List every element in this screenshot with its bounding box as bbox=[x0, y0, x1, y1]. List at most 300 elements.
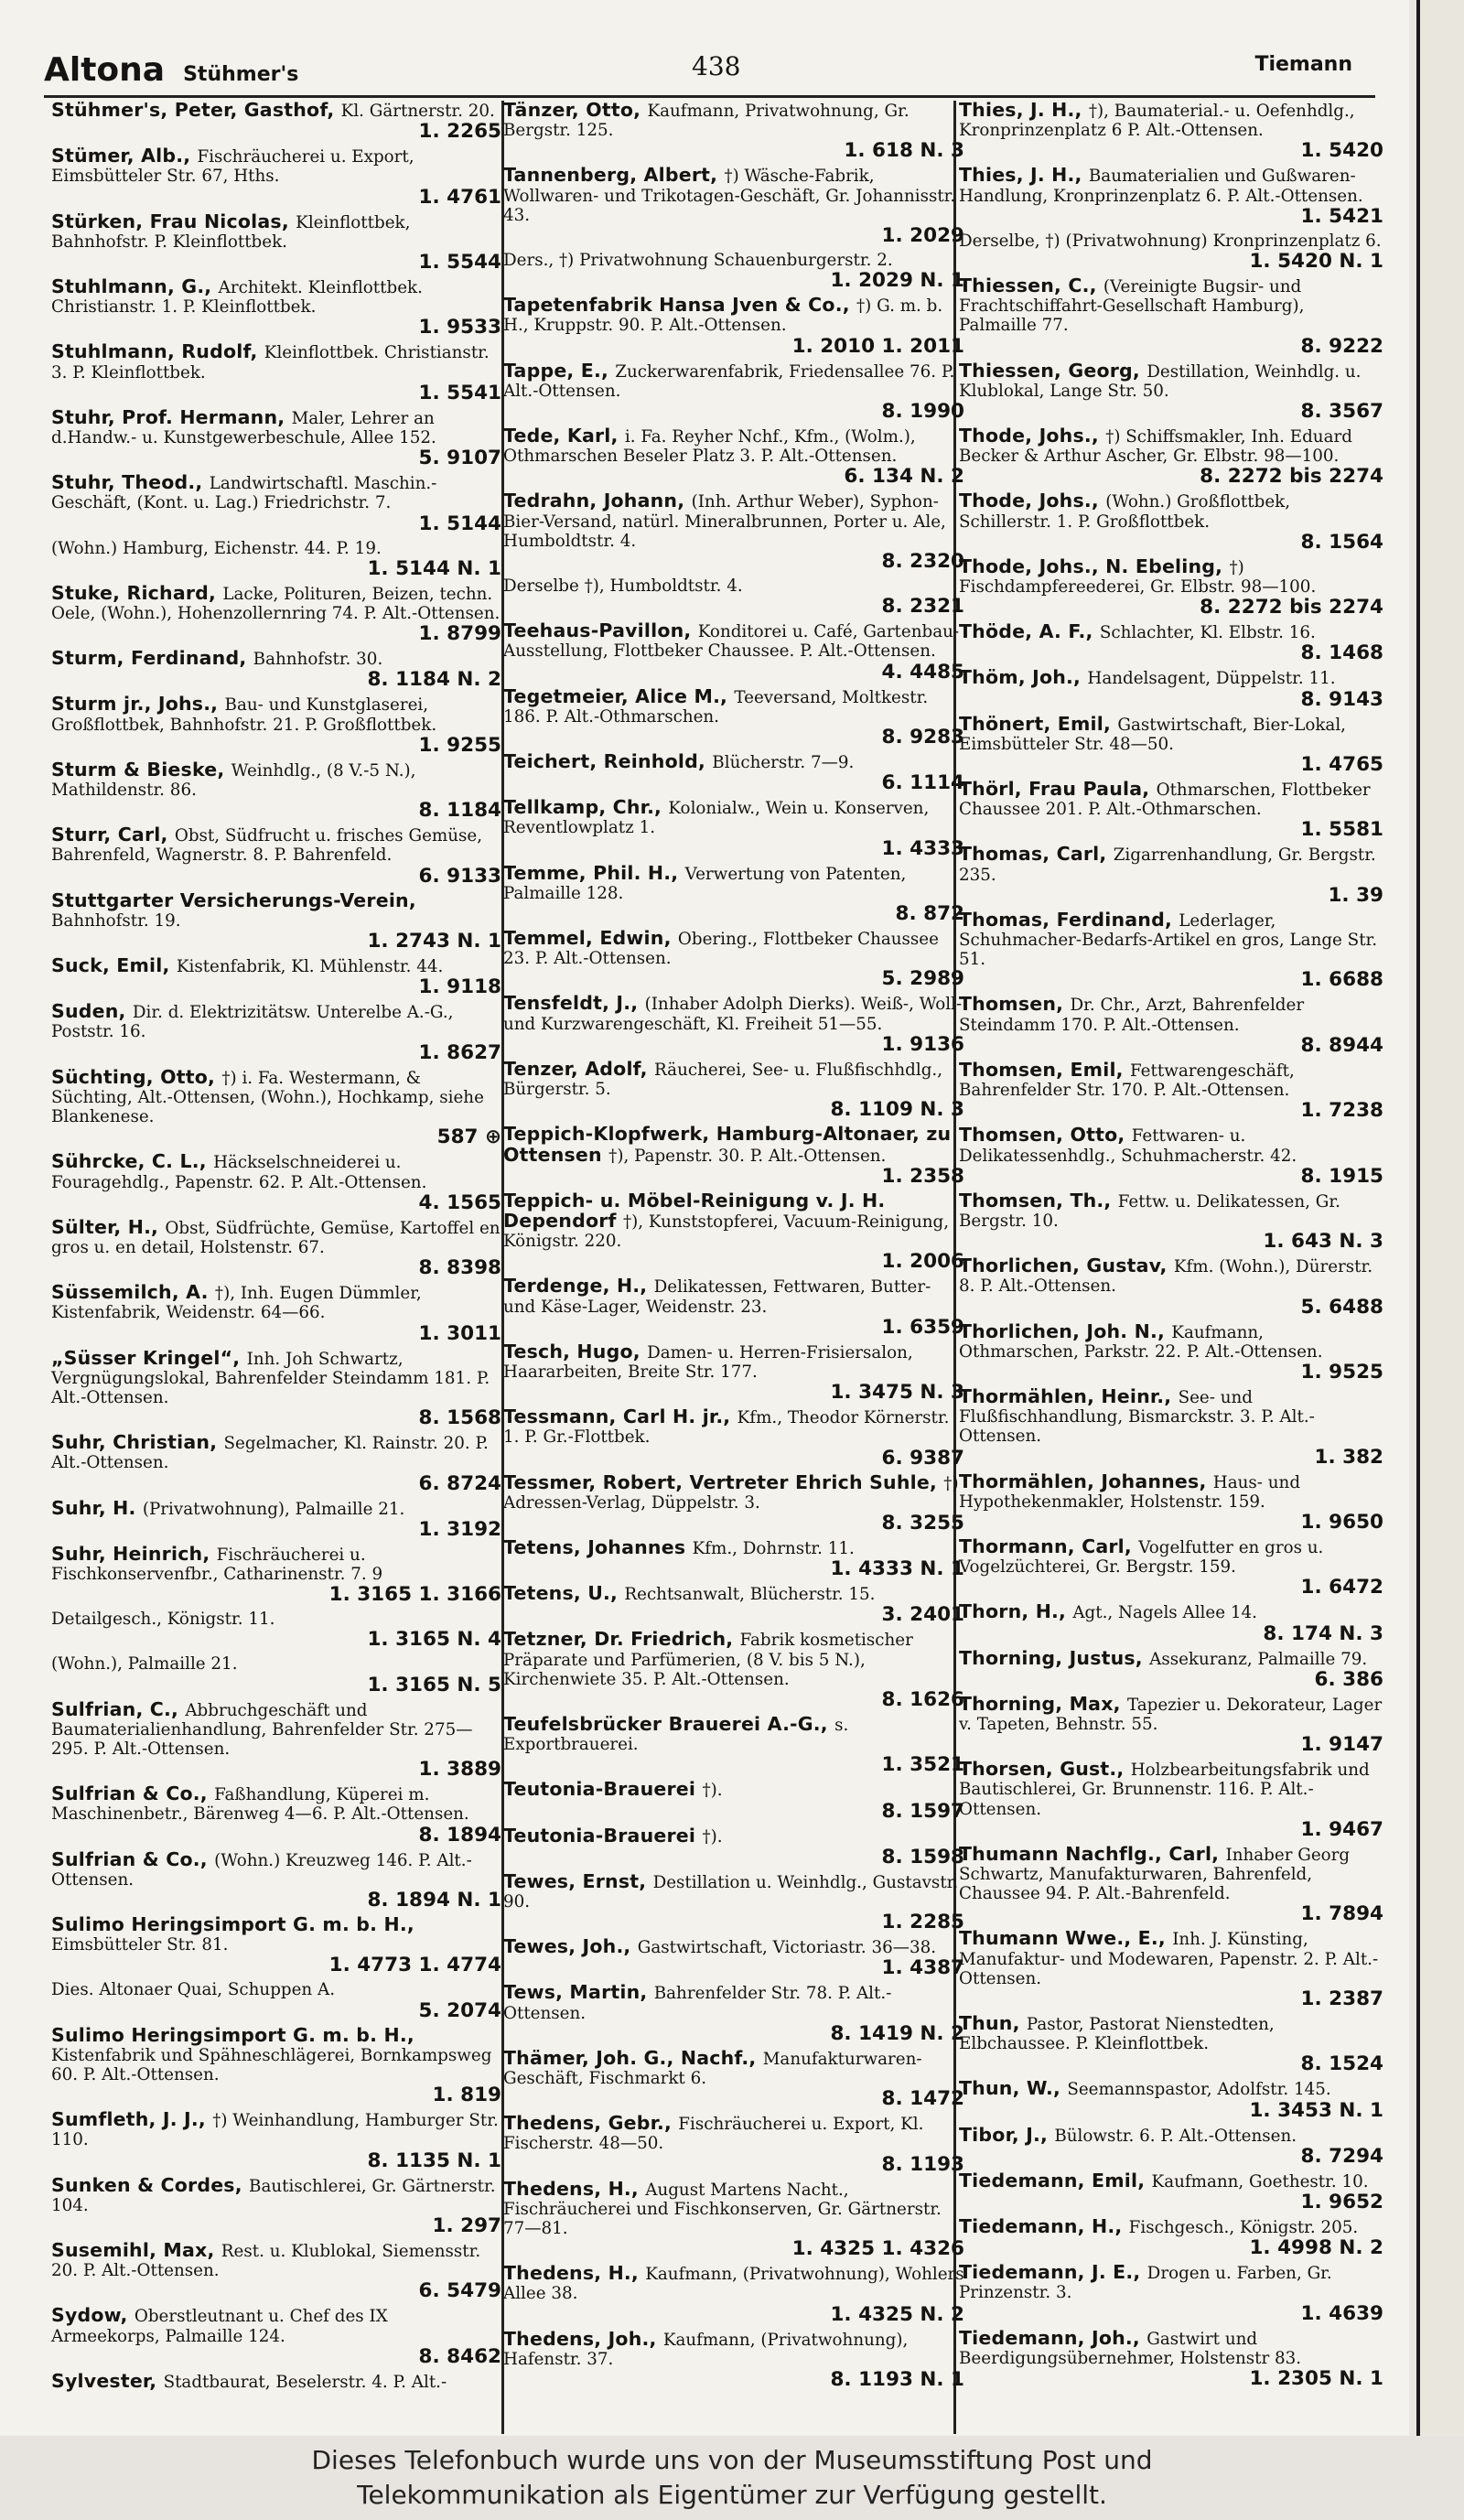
entry-details: (Wohn.) Kreuzweg 146. P. Alt.-Ottensen. bbox=[51, 1850, 472, 1890]
directory-entry bbox=[49, 1700, 503, 1782]
entry-name: Thedens, H., bbox=[503, 2179, 646, 2200]
entry-details: Fettwaren- u. Delikatessenhdlg., Schuhmacherstr. 42. bbox=[959, 1126, 1297, 1166]
entry-phone-number: 587 ⊕ bbox=[436, 1125, 501, 1149]
entry-phone-number: 1. 5421 bbox=[1300, 204, 1383, 228]
entry-name: Thorlichen, Joh. N., bbox=[959, 1321, 1172, 1342]
entry-details: Kaufmann, Privatwohnung, Gr. Bergstr. 125. bbox=[503, 102, 910, 141]
directory-entry bbox=[501, 798, 966, 859]
entry-phone-number: 5. 2989 bbox=[881, 967, 964, 991]
entry-name: Thun, bbox=[959, 2013, 1027, 2034]
entry-details: †), Baumaterial.- u. Oefenhdlg., Kronprinzenplatz 6 P. Alt.-Ottensen. bbox=[959, 102, 1355, 141]
directory-entry bbox=[49, 2110, 503, 2171]
entry-details: Abbruchgeschäft und Baumaterialienhandlung, Bahrenfelder Str. 275—295. P. Alt.-Ottensen. bbox=[51, 1700, 473, 1759]
entry-name: Tetzner, Dr. Friedrich, bbox=[503, 1630, 740, 1651]
entry-details: (Inh. Arthur Weber), Syphon-Bier-Versand, natürl. Mineralbrunnen, Porter u. Ale, Humboldtstr. 4. bbox=[503, 492, 946, 551]
entry-phone-number: 1. 9650 bbox=[1300, 1510, 1383, 1534]
entry-details: Kl. Gärtnerstr. 20. bbox=[340, 102, 495, 121]
directory-entry bbox=[501, 994, 966, 1055]
header-rule bbox=[44, 95, 1375, 98]
entry-phone-number: 1. 2029 N. 1 bbox=[830, 269, 964, 293]
entry-phone-number: 1. 382 bbox=[1314, 1445, 1383, 1469]
entry-details: †) G. m. b. H., Kruppstr. 90. P. Alt.-Ottensen. bbox=[503, 296, 943, 336]
entry-details: †) i. Fa. Westermann, & Süchting, Alt.-Ottensen, (Wohn.), Hochkamp, siehe Blankenese. bbox=[51, 1068, 484, 1127]
directory-entry bbox=[501, 1826, 966, 1868]
entry-name: Sülter, H., bbox=[51, 1217, 166, 1238]
entry-name: Thämer, Joh. G., Nachf., bbox=[503, 2048, 763, 2069]
directory-entry bbox=[49, 1545, 503, 1606]
entry-details: †) Schiffsmakler, Inh. Eduard Becker & Arthur Ascher, Gr. Elbstr. 98—100. bbox=[959, 427, 1352, 467]
directory-entry bbox=[501, 296, 966, 357]
entry-phone-number: 1. 9525 bbox=[1300, 1360, 1383, 1384]
entry-name: Thönert, Emil, bbox=[959, 714, 1118, 735]
entry-phone-number: 1. 2358 bbox=[881, 1164, 964, 1188]
directory-entry bbox=[957, 1845, 1385, 1926]
entry-name: „Süsser Kringel“, bbox=[51, 1348, 247, 1369]
directory-entry bbox=[49, 2306, 503, 2367]
entry-name: Tiedemann, Emil, bbox=[959, 2170, 1152, 2192]
entry-phone-number: 6. 5479 bbox=[418, 2279, 501, 2303]
entry-name: Sulfrian & Co., bbox=[51, 1784, 215, 1805]
directory-entry bbox=[501, 864, 966, 925]
entry-phone-number: 1. 2006 bbox=[881, 1250, 964, 1274]
directory-entry bbox=[49, 1002, 503, 1063]
entry-name: Thorning, Max, bbox=[959, 1694, 1127, 1715]
entry-details: Schlachter, Kl. Elbstr. 16. bbox=[1099, 623, 1316, 643]
entry-name: Sulimo Heringsimport G. m. b. H., bbox=[51, 2025, 414, 2046]
entry-phone-number: 8. 2272 bis 2274 bbox=[1200, 465, 1383, 489]
entry-name: Tenzer, Adolf, bbox=[503, 1059, 654, 1080]
entry-details: Bahnhofstr. 30. bbox=[253, 650, 383, 670]
entry-name: Thorning, Justus, bbox=[959, 1648, 1150, 1669]
entry-name: Thörl, Frau Paula, bbox=[959, 780, 1157, 801]
entry-details: †) Weinhandlung, Hamburger Str. 110. bbox=[51, 2111, 499, 2150]
directory-entry bbox=[957, 2126, 1385, 2168]
entry-name: Thedens, Gebr., bbox=[503, 2114, 679, 2135]
header-last-entry: Tiemann bbox=[1254, 53, 1352, 76]
directory-entry bbox=[957, 2014, 1385, 2075]
directory-entry bbox=[957, 232, 1385, 273]
entry-details: Gastwirtschaft, Victoriastr. 36—38. bbox=[637, 1938, 937, 1958]
entry-phone-number: 1. 618 N. 3 bbox=[844, 139, 964, 163]
entry-details: Lederlager, Schuhmacher-Bedarfs-Artikel en gros, Lange Str. 51. bbox=[959, 910, 1378, 970]
entry-name: Süssemilch, A. bbox=[51, 1283, 215, 1304]
entry-details: Obst, Südfrüchte, Gemüse, Kartoffel en gros u. en detail, Holstenstr. 67. bbox=[51, 1218, 501, 1257]
entry-details: Holzbearbeitungsfabrik und Bautischlerei, Gr. Brunnenstr. 116. P. Alt.-Ottensen. bbox=[959, 1761, 1370, 1819]
directory-entry bbox=[957, 1537, 1385, 1599]
entry-name: Teichert, Reinhold, bbox=[503, 752, 713, 773]
entry-name: Tewes, Joh., bbox=[503, 1937, 638, 1958]
entry-name: Stümer, Alb., bbox=[51, 146, 198, 167]
entry-name: Sunken & Cordes, bbox=[51, 2175, 250, 2196]
entry-details: Häckselschneiderei u. Fouragehdlg., Papenstr. 62. P. Alt.-Ottensen. bbox=[51, 1153, 427, 1192]
entry-phone-number: 1. 3453 N. 1 bbox=[1249, 2098, 1383, 2122]
directory-entry bbox=[957, 2263, 1385, 2324]
entry-phone-number: 1. 5144 N. 1 bbox=[367, 556, 501, 580]
entry-details: Fettwarengeschäft, Bahrenfelder Str. 170. P. Alt.-Ottensen. bbox=[959, 1061, 1295, 1101]
entry-phone-number: 8. 2272 bis 2274 bbox=[1200, 596, 1383, 619]
entry-details: Kaufmann, Goethestr. 10. bbox=[1151, 2171, 1369, 2192]
directory-entry bbox=[501, 101, 966, 162]
entry-name: Tibor, J., bbox=[959, 2125, 1055, 2146]
directory-entry bbox=[49, 212, 503, 274]
entry-phone-number: 1. 4998 N. 2 bbox=[1249, 2236, 1383, 2260]
directory-entry bbox=[49, 408, 503, 469]
entry-phone-number: 1. 2010 1. 2011 bbox=[791, 334, 964, 358]
entry-details: Seemannspastor, Adolfstr. 145. bbox=[1067, 2080, 1331, 2100]
directory-entry bbox=[49, 1850, 503, 1912]
entry-phone-number: 8. 1894 N. 1 bbox=[367, 1888, 501, 1912]
entry-details: August Martens Nacht., Fischräucherei und Fischkonserven, Gr. Gärtnerstr. 77—81. bbox=[503, 2180, 942, 2238]
entry-details: Blücherstr. 7—9. bbox=[712, 753, 855, 773]
entry-details: Delikatessen, Fettwaren, Butter- und Käse-Lager, Weidenstr. 23. bbox=[503, 1277, 931, 1317]
entry-details: Weinhdlg., (8 V.-5 N.), Mathildenstr. 86. bbox=[51, 760, 416, 801]
directory-entry bbox=[501, 2049, 966, 2110]
entry-phone-number: 8. 1109 N. 3 bbox=[830, 1098, 964, 1122]
entry-phone-number: 1. 5581 bbox=[1300, 818, 1383, 842]
entry-phone-number: 1. 643 N. 3 bbox=[1263, 1230, 1383, 1254]
entry-details: Handelsagent, Düppelstr. 11. bbox=[1087, 669, 1336, 689]
entry-details: See- und Flußfischhandlung, Bismarckstr. 3. P. Alt.-Ottensen. bbox=[959, 1387, 1315, 1447]
directory-entry bbox=[49, 1068, 503, 1149]
entry-details: Kaufmann, (Privatwohnung), Wohlers Allee 38. bbox=[503, 2265, 964, 2304]
entry-details: Rechtsanwalt, Blücherstr. 15. bbox=[624, 1585, 876, 1605]
entry-details: Faßhandlung, Küperei m. Maschinenbetr., Bärenweg 4—6. P. Alt.-Ottensen. bbox=[51, 1785, 469, 1825]
entry-details: Bahnhofstr. 19. bbox=[51, 910, 181, 931]
entry-phone-number: 6. 134 N. 2 bbox=[844, 465, 964, 489]
entry-phone-number: 8. 1568 bbox=[418, 1406, 501, 1430]
entry-name: Sumfleth, J. J., bbox=[51, 2110, 213, 2131]
entry-phone-number: 1. 9118 bbox=[418, 975, 501, 999]
directory-entry bbox=[49, 1915, 503, 1976]
entry-phone-number: 8. 9283 bbox=[881, 726, 964, 749]
entry-name: Thiessen, C., bbox=[959, 276, 1103, 297]
entry-phone-number: 8. 8462 bbox=[418, 2344, 501, 2368]
entry-details: Räucherei, See- u. Flußfischhdlg., Bürgerstr. 5. bbox=[503, 1060, 943, 1100]
entry-phone-number: 1. 3165 N. 5 bbox=[367, 1673, 501, 1696]
directory-entry bbox=[957, 780, 1385, 841]
entry-phone-number: 1. 2387 bbox=[1300, 1987, 1383, 2010]
directory-entry bbox=[501, 2180, 966, 2261]
entry-phone-number: 8. 174 N. 3 bbox=[1263, 1621, 1383, 1645]
directory-entry bbox=[501, 491, 966, 573]
directory-entry bbox=[49, 956, 503, 998]
entry-name: Stuhlmann, Rudolf, bbox=[51, 342, 264, 363]
entry-name: Sturm, Ferdinand, bbox=[51, 649, 253, 670]
entry-name: Tedrahn, Johann, bbox=[503, 491, 692, 512]
directory-entry bbox=[957, 1322, 1385, 1384]
edge-rule bbox=[1416, 0, 1420, 2436]
directory-entry bbox=[501, 1630, 966, 1711]
entry-details: Kolonialw., Wein u. Konserven, Reventlowplatz 1. bbox=[503, 799, 930, 838]
entry-phone-number: 5. 6488 bbox=[1300, 1295, 1383, 1319]
entry-details: †), Inh. Eugen Dümmler, Kistenfabrik, Weidenstr. 64—66. bbox=[51, 1284, 422, 1323]
directory-entry bbox=[49, 1283, 503, 1344]
entry-name: Tede, Karl, bbox=[503, 426, 625, 447]
entry-phone-number: 1. 4387 bbox=[881, 1956, 964, 1980]
footer-notice bbox=[0, 2436, 1464, 2520]
entry-name: Thorlichen, Gustav, bbox=[959, 1256, 1174, 1277]
entry-phone-number: 8. 1894 bbox=[418, 1823, 501, 1847]
directory-entry bbox=[957, 1387, 1385, 1469]
entry-details: Fischräucherei u. Fischkonservenfbr., Catharinenstr. 7. 9 bbox=[51, 1545, 383, 1584]
entry-name: Thies, J. H., bbox=[959, 166, 1089, 187]
entry-name: Suhr, H. bbox=[51, 1498, 143, 1519]
entry-phone-number: 1. 4765 bbox=[1300, 753, 1383, 777]
entry-name: Teehaus-Pavillon, bbox=[503, 621, 698, 642]
entry-details: Kfm. (Wohn.), Dürerstr. 8. P. Alt.-Ottensen. bbox=[959, 1257, 1373, 1297]
entry-details: (Wohn.) Großflottbek, Schillerstr. 1. P. Großflottbek. bbox=[959, 492, 1291, 532]
entry-details: Manufakturwaren-Geschäft, Fischmarkt 6. bbox=[503, 2049, 922, 2088]
directory-entry bbox=[501, 1276, 966, 1338]
directory-entry bbox=[501, 251, 966, 292]
entry-phone-number: 8. 1468 bbox=[1300, 641, 1383, 665]
entry-name: Thedens, Joh., bbox=[503, 2329, 663, 2350]
directory-entry bbox=[501, 929, 966, 990]
entry-phone-number: 3. 2401 bbox=[881, 1603, 964, 1627]
entry-name: Thormann, Carl, bbox=[959, 1536, 1139, 1557]
entry-phone-number: 1. 9136 bbox=[881, 1032, 964, 1056]
page-number: 438 bbox=[692, 51, 741, 81]
entry-phone-number: 1. 3165 N. 4 bbox=[367, 1628, 501, 1652]
entry-phone-number: 5. 2074 bbox=[418, 1998, 501, 2022]
column-3 bbox=[957, 101, 1385, 2394]
entry-details: Zuckerwarenfabrik, Friedensallee 76. P. Alt.-Ottensen. bbox=[503, 361, 955, 401]
entry-details: Lacke, Polituren, Beizen, techn. Oele, (Wohn.), Hohenzollernring 74. P. Alt.-Ottensen. bbox=[51, 584, 501, 624]
directory-entry bbox=[957, 1061, 1385, 1122]
entry-name: Thomsen, bbox=[959, 995, 1071, 1016]
directory-entry bbox=[501, 1780, 966, 1822]
directory-entry bbox=[501, 1983, 966, 2044]
entry-phone-number: 6. 9387 bbox=[881, 1446, 964, 1470]
entry-name: Sulimo Heringsimport G. m. b. H., bbox=[51, 1914, 414, 1935]
directory-entry bbox=[957, 166, 1385, 227]
directory-entry bbox=[957, 668, 1385, 710]
directory-entry bbox=[957, 491, 1385, 553]
entry-name: Thormählen, Johannes, bbox=[959, 1471, 1213, 1492]
entry-details: Kistenfabrik und Spähneschlägerei, Bornkampsweg 60. P. Alt.-Ottensen. bbox=[51, 2045, 492, 2084]
entry-phone-number: 1. 9467 bbox=[1300, 1817, 1383, 1841]
directory-entry bbox=[957, 1760, 1385, 1841]
entry-name: Sulfrian, C., bbox=[51, 1699, 186, 1720]
entry-phone-number: 1. 6472 bbox=[1300, 1576, 1383, 1599]
entry-details: Derselbe †), Humboldtstr. 4. bbox=[503, 576, 743, 597]
directory-entry bbox=[501, 752, 966, 794]
directory-entry bbox=[957, 1256, 1385, 1318]
entry-details: †). bbox=[702, 1826, 723, 1847]
entry-details: Agt., Nagels Allee 14. bbox=[1072, 1603, 1257, 1623]
entry-details: Kistenfabrik, Kl. Mühlenstr. 44. bbox=[176, 957, 444, 977]
entry-name: Thode, Johs., bbox=[959, 491, 1106, 512]
entry-phone-number: 8. 3255 bbox=[881, 1511, 964, 1535]
entry-name: Thun, W., bbox=[959, 2079, 1068, 2100]
entry-name: Thode, Johs., N. Ebeling, bbox=[959, 556, 1230, 577]
entry-details: Zigarrenhandlung, Gr. Bergstr. 235. bbox=[959, 845, 1376, 885]
entry-details: Kfm., Dohrnstr. 11. bbox=[692, 1538, 855, 1558]
directory-entry bbox=[501, 1872, 966, 1933]
entry-phone-number: 8. 3567 bbox=[1300, 400, 1383, 424]
entry-details: Dir. d. Elektrizitätsw. Unterelbe A.-G., Poststr. 16. bbox=[51, 1003, 454, 1042]
directory-entry bbox=[49, 539, 503, 580]
directory-entry bbox=[957, 910, 1385, 992]
entry-details: Destillation u. Weinhdlg., Gustavstr. 90. bbox=[503, 1872, 959, 1912]
entry-phone-number: 6. 1114 bbox=[881, 771, 964, 795]
directory-entry bbox=[501, 1715, 966, 1776]
entry-phone-number: 6. 386 bbox=[1314, 1667, 1383, 1691]
entry-name: Thies, J. H., bbox=[959, 101, 1089, 121]
entry-details: Bahrenfelder Str. 78. P. Alt.-Ottensen. bbox=[503, 1984, 892, 2023]
entry-name: Thomsen, Otto, bbox=[959, 1125, 1132, 1147]
column-1 bbox=[49, 101, 503, 2394]
entry-details: (Inhaber Adolph Dierks). Weiß-, Woll- und Kurzwarengeschäft, Kl. Freiheit 51—55. bbox=[503, 995, 963, 1034]
directory-entry bbox=[957, 426, 1385, 488]
footer-line-1: Dieses Telefonbuch wurde uns von der Museumsstiftung Post und bbox=[311, 2445, 1153, 2475]
entry-details: Pastor, Pastorat Nienstedten, Elbchaussee. P. Kleinflottbek. bbox=[959, 2014, 1275, 2054]
directory-entry bbox=[957, 2171, 1385, 2213]
entry-details: Verwertung von Patenten, Palmaille 128. bbox=[503, 864, 907, 903]
entry-phone-number: 1. 3475 N. 3 bbox=[830, 1381, 964, 1405]
directory-entry bbox=[501, 1538, 966, 1580]
entry-name: Terdenge, H., bbox=[503, 1276, 654, 1298]
entry-phone-number: 1. 2305 N. 1 bbox=[1249, 2367, 1383, 2391]
entry-phone-number: 8. 1524 bbox=[1300, 2052, 1383, 2076]
page-header bbox=[44, 46, 1371, 93]
directory-entry bbox=[501, 1342, 966, 1404]
entry-details: Gastwirt und Beerdigungsübernehmer, Holstenstr 83. bbox=[959, 2329, 1302, 2368]
entry-name: Teppich- u. Möbel-Reinigung v. J. H. Dependorf bbox=[503, 1190, 886, 1232]
directory-entry bbox=[957, 361, 1385, 423]
entry-details: Rest. u. Klublokal, Siemensstr. 20. P. Alt.-Ottensen. bbox=[51, 2242, 481, 2281]
entry-name: Tews, Martin, bbox=[503, 1983, 654, 2004]
entry-phone-number: 1. 4333 N. 1 bbox=[830, 1557, 964, 1581]
entry-phone-number: 8. 1184 bbox=[418, 799, 501, 823]
directory-entry bbox=[49, 342, 503, 404]
entry-details: †) Wäsche-Fabrik, Wollwaren- und Trikotagen-Geschäft, Gr. Johannisstr. 43. bbox=[503, 167, 956, 225]
entry-name: Susemihl, Max, bbox=[51, 2241, 221, 2261]
entry-details: Kaufmann, Othmarschen, Parkstr. 22. P. Alt.-Ottensen. bbox=[959, 1322, 1323, 1362]
entry-name: Temme, Phil. H., bbox=[503, 863, 685, 884]
directory-entry bbox=[501, 1407, 966, 1469]
entry-details: Fettw. u. Delikatessen, Gr. Bergstr. 10. bbox=[959, 1191, 1340, 1231]
entry-name: Tesch, Hugo, bbox=[503, 1341, 648, 1362]
entry-name: Sührcke, C. L., bbox=[51, 1152, 214, 1173]
entry-name: Thomas, Carl, bbox=[959, 845, 1114, 866]
entry-phone-number: 1. 8627 bbox=[418, 1040, 501, 1064]
entry-details: Oberstleutnant u. Chef des IX Armeekorps, Palmaille 124. bbox=[51, 2307, 388, 2346]
entry-phone-number: 1. 5541 bbox=[418, 381, 501, 404]
entry-phone-number: 1. 2743 N. 1 bbox=[367, 930, 501, 953]
entry-name: Stuttgarter Versicherungs-Verein, bbox=[51, 890, 416, 911]
directory-entry bbox=[49, 473, 503, 534]
directory-entry bbox=[49, 760, 503, 822]
entry-name: Teufelsbrücker Brauerei A.-G., bbox=[503, 1714, 835, 1735]
directory-entry bbox=[957, 2329, 1385, 2390]
entry-details: †) Fischdampfereederei, Gr. Elbstr. 98—100. bbox=[959, 557, 1317, 598]
entry-phone-number: 5. 9107 bbox=[418, 447, 501, 470]
directory-entry bbox=[957, 995, 1385, 1056]
directory-entry bbox=[501, 1584, 966, 1626]
entry-details: Derselbe, †) (Privatwohnung) Kronprinzenplatz 6. bbox=[959, 231, 1382, 251]
entry-details: Inhaber Georg Schwartz, Manufakturwaren, Bahrenfeld, Chaussee 94. P. Alt.-Bahrenfeld. bbox=[959, 1845, 1351, 1904]
directory-entry bbox=[501, 166, 966, 247]
directory-entry bbox=[49, 1433, 503, 1494]
entry-name: Stuhlmann, G., bbox=[51, 277, 219, 298]
entry-details: †), Kunststopferei, Vacuum-Reinigung, Königstr. 220. bbox=[503, 1212, 950, 1252]
entry-details: Dr. Chr., Arzt, Bahrenfelder Steindamm 170. P. Alt.-Ottensen. bbox=[959, 996, 1305, 1035]
directory-entry bbox=[49, 1610, 503, 1651]
entry-details: †), Papenstr. 30. P. Alt.-Ottensen. bbox=[608, 1146, 887, 1166]
entry-name: Sydow, bbox=[51, 2306, 135, 2327]
entry-phone-number: 8. 7294 bbox=[1300, 2144, 1383, 2168]
entry-phone-number: 8. 8944 bbox=[1300, 1033, 1383, 1057]
entry-phone-number: 8. 872 bbox=[895, 902, 964, 926]
entry-name: Thumann Wwe., E., bbox=[959, 1929, 1173, 1950]
entry-details: Landwirtschaftl. Maschin.- Geschäft, (Kont. u. Lag.) Friedrichstr. 7. bbox=[51, 474, 437, 513]
directory-entry bbox=[957, 2079, 1385, 2121]
directory-entry bbox=[501, 1125, 966, 1187]
entry-details: Fischräucherei u. Export, Kl. Fischerstr. 48—50. bbox=[503, 2115, 924, 2154]
directory-entry bbox=[501, 687, 966, 748]
entry-details: Kfm., Theodor Körnerstr. 1. P. Gr.-Flottbek. bbox=[503, 1408, 950, 1448]
entry-phone-number: 6. 9133 bbox=[418, 864, 501, 888]
entry-phone-number: 8. 2321 bbox=[881, 595, 964, 619]
entry-phone-number: 8. 2320 bbox=[881, 550, 964, 574]
entry-name: Temmel, Edwin, bbox=[503, 929, 678, 950]
entry-details: (Wohn.) Hamburg, Eichenstr. 44. P. 19. bbox=[51, 538, 382, 558]
entry-phone-number: 1. 2285 bbox=[881, 1911, 964, 1934]
entry-name: Teutonia-Brauerei bbox=[503, 1780, 703, 1801]
entry-details: (Privatwohnung), Palmaille 21. bbox=[142, 1499, 405, 1519]
entry-name: Thorn, H., bbox=[959, 1602, 1073, 1623]
directory-entry bbox=[957, 276, 1385, 358]
entry-phone-number: 1. 9255 bbox=[418, 733, 501, 757]
entry-phone-number: 8. 1193 N. 1 bbox=[830, 2368, 964, 2392]
entry-phone-number: 1. 8799 bbox=[418, 622, 501, 646]
directory-entry bbox=[957, 1472, 1385, 1534]
entry-details: Bülowstr. 6. P. Alt.-Ottensen. bbox=[1054, 2126, 1297, 2146]
entry-name: Suhr, Christian, bbox=[51, 1433, 224, 1454]
entry-phone-number: 1. 3889 bbox=[418, 1758, 501, 1782]
entry-phone-number: 1. 4333 bbox=[881, 836, 964, 860]
entry-name: Tänzer, Otto, bbox=[503, 101, 648, 121]
directory-entry bbox=[501, 2264, 966, 2325]
entry-name: Stuhr, Theod., bbox=[51, 473, 210, 494]
entry-phone-number: 1. 4761 bbox=[418, 185, 501, 209]
entry-name: Tannenberg, Albert, bbox=[503, 166, 725, 187]
entry-phone-number: 6. 8724 bbox=[418, 1471, 501, 1495]
entry-phone-number: 8. 1135 N. 1 bbox=[367, 2148, 501, 2172]
entry-details: Fischgesch., Königstr. 205. bbox=[1128, 2218, 1359, 2237]
entry-details: Ders., †) Privatwohnung Schauenburgerstr. 2. bbox=[503, 251, 893, 271]
entry-details: Drogen u. Farben, Gr. Prinzenstr. 3. bbox=[959, 2264, 1332, 2303]
entry-name: Thorsen, Gust., bbox=[959, 1760, 1131, 1781]
entry-phone-number: 8. 1990 bbox=[881, 400, 964, 424]
directory-entry bbox=[49, 1152, 503, 1213]
entry-name: Tewes, Ernst, bbox=[503, 1871, 653, 1892]
entry-name: Thöm, Joh., bbox=[959, 668, 1088, 689]
directory-entry bbox=[957, 557, 1385, 619]
directory-entry bbox=[957, 2217, 1385, 2259]
entry-details: (Wohn.), Palmaille 21. bbox=[51, 1654, 238, 1675]
directory-entry bbox=[501, 2114, 966, 2175]
directory-entry bbox=[49, 2372, 503, 2394]
directory-entry bbox=[49, 2241, 503, 2302]
directory-entry bbox=[501, 426, 966, 488]
entry-name: Stühmer's, Peter, Gasthof, bbox=[51, 101, 341, 121]
directory-entry bbox=[49, 2176, 503, 2237]
directory-entry bbox=[501, 361, 966, 423]
entry-details: Architekt. Kleinflottbek. Christianstr. 1. P. Kleinflottbek. bbox=[51, 278, 423, 318]
entry-phone-number: 1. 3011 bbox=[418, 1321, 501, 1345]
